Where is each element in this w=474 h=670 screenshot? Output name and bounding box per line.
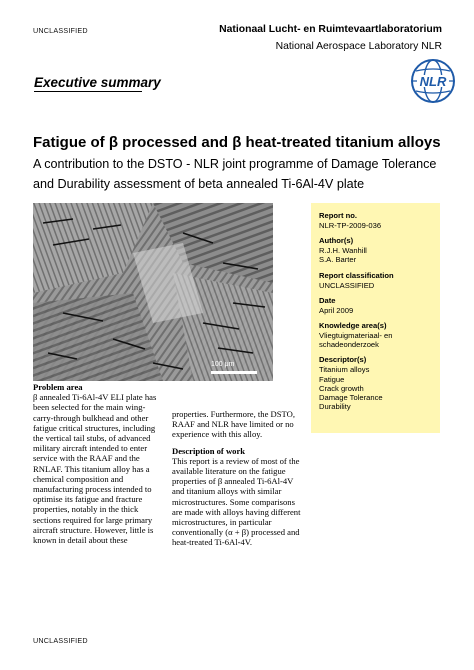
report-title: Fatigue of β processed and β heat-treated titanium alloys — [33, 134, 441, 151]
descriptor-item: Titanium alloys — [319, 365, 370, 375]
scale-bar-label: 100 μm — [211, 361, 235, 368]
report-subtitle: A contribution to the DSTO - NLR joint programme of Damage Tolerance and Durability assessment of beta annealed Ti-6Al-4V plate — [33, 157, 437, 191]
descriptor-item: Damage Tolerance — [319, 393, 383, 403]
date-label: Date — [319, 295, 336, 305]
org-name-english: National Aerospace Laboratory NLR — [275, 41, 442, 52]
author-item: R.J.H. Wanhill — [319, 246, 367, 256]
description-of-work-heading: Description of work — [172, 445, 246, 456]
report-info-panel — [311, 203, 440, 433]
knowledge-item: schadeonderzoek — [319, 340, 379, 350]
org-name-dutch: Nationaal Lucht- en Ruimtevaartlaboratorium — [219, 24, 442, 35]
header-classification: UNCLASSIFIED — [33, 26, 88, 35]
body-column-left — [33, 382, 163, 545]
executive-summary-heading: Executive summary — [34, 75, 161, 90]
authors-list — [319, 246, 440, 264]
nlr-globe-icon — [410, 58, 456, 104]
knowledge-item: Vliegtuigmateriaal- en — [319, 331, 393, 341]
problem-area-text: β annealed Ti-6Al-4V ELI plate has been selected for the main wing-carry-through bulkhead and other fatigue critical structures, including the vertical tail stubs, of advanced military aircraft intended to enter service with the RAAF and the RNLAF. This titanium alloy has a chemical composition and manufacturing process intended to optimise its fatigue and fracture properties, notably in the thick sections required for large primary aircraft structure. However, little is known in detail about these — [33, 392, 157, 546]
problem-area-continued: properties. Furthermore, the DSTO, RAAF and NLR have limited or no experience with this alloy. — [172, 409, 295, 440]
report-no-label: Report no. — [319, 211, 357, 220]
nlr-logo — [410, 58, 456, 104]
descriptor-item: Fatigue — [319, 374, 345, 384]
descriptors-label: Descriptor(s) — [319, 355, 367, 365]
report-no-value: NLR-TP-2009-036 — [319, 221, 382, 230]
knowledge-label: Knowledge area(s) — [319, 321, 387, 331]
descriptor-item: Crack growth — [319, 383, 364, 393]
classification-value: UNCLASSIFIED — [319, 280, 375, 290]
description-of-work-text: This report is a review of most of the available literature on the fatigue properties of β annealed Ti-6Al-4V and titanium alloys with similar microstructures. Some comparisons are made with alloys having different microstructures, in particular conventionally (α + β) processed and heat-treated Ti-6Al-4V. — [172, 455, 301, 548]
problem-area-heading: Problem area — [33, 382, 83, 392]
heading-underline — [34, 91, 142, 92]
descriptors-list — [319, 365, 440, 411]
knowledge-list — [319, 331, 440, 349]
micrograph-texture — [33, 203, 273, 381]
authors-label: Author(s) — [319, 236, 354, 246]
descriptor-item: Durability — [319, 402, 351, 412]
body-column-right — [172, 409, 302, 548]
classification-label: Report classification — [319, 270, 394, 280]
micrograph-image — [33, 203, 273, 381]
author-item: S.A. Barter — [319, 255, 357, 265]
date-value: April 2009 — [319, 305, 354, 315]
logo-text: NLR — [419, 74, 447, 89]
footer-classification: UNCLASSIFIED — [33, 636, 88, 645]
